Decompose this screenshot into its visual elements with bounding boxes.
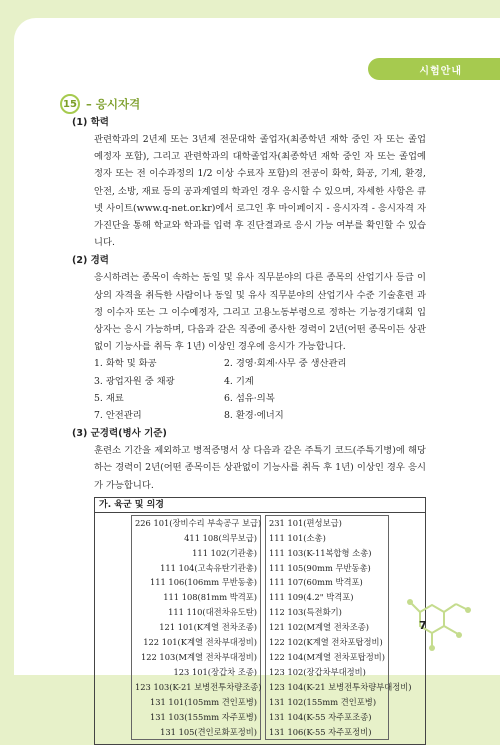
career-list [94, 355, 426, 424]
military-heading: (3) 군경력(병사 기준) [72, 428, 167, 440]
table-row: 411 108(의무보급) [184, 532, 257, 543]
table-right-column [265, 515, 412, 741]
table-row: 111 101(소총) [269, 532, 326, 543]
table-row: 111 107(60mm 박격포) [269, 577, 363, 588]
table-row: 122 102(K계열 전차포탑정비) [269, 637, 383, 648]
table-row: 123 104(K-21 보병전투차량부대정비) [269, 681, 412, 692]
header-tab-label: 시험안내 [419, 66, 462, 77]
page-number: 7 [419, 619, 427, 632]
table-row: 111 110(대전차유도탄) [168, 607, 257, 618]
table-left-column [131, 515, 261, 741]
table-row: 121 101(K계열 전차조종) [159, 622, 257, 633]
table-row: 131 105(견인로화포정비) [160, 726, 257, 737]
molecule-decoration-icon [380, 592, 480, 662]
main-content [72, 114, 426, 745]
table-row: 111 103(K-11복합형 소총) [269, 547, 372, 558]
table-row: 226 101(장비수리 부속공구 보급) [135, 517, 262, 528]
list-item: 8. 환경·에너지 [224, 410, 284, 422]
table-row: 123 102(장갑차부대정비) [269, 666, 366, 677]
section-heading [60, 94, 140, 114]
military-text: 훈련소 기간을 제외하고 병적증명서 상 다음과 같은 주특기 코드(주특기병)에 해당하는 경력이 2년(어떤 종목이든 상관없이 기능사를 취득 후 1년) 이상인 경우 응시가 가능합니다. [94, 445, 426, 491]
table-title: 가. 육군 및 의경 [95, 498, 425, 513]
list-item: 4. 기계 [224, 375, 254, 387]
specialty-code-table [94, 497, 426, 745]
table-row: 231 101(편성보급) [269, 517, 342, 528]
table-row: 123 103(K-21 보병전투차량조종) [135, 681, 262, 692]
table-row: 111 106(106mm 무반동총) [149, 577, 257, 588]
list-item: 1. 화학 및 화공 [94, 358, 157, 370]
table-row: 131 106(K-55 자주포정비) [269, 726, 372, 737]
list-item: 5. 재료 [94, 392, 124, 404]
education-heading: (1) 학력 [72, 117, 109, 128]
table-row: 111 108(81mm 박격포) [163, 592, 257, 603]
section-number-badge: 15 [60, 94, 80, 114]
list-item: 2. 경영·회계·사무 중 생산관리 [224, 358, 347, 370]
list-item: 7. 안전관리 [94, 410, 142, 422]
career-text: 응시하려는 종목이 속하는 동일 및 유사 직무분야의 다른 종목의 산업기사 등급 이상의 자격을 취득한 사람이나 동일 및 유사 직무분야의 산업기사 수준 기술훈련 과정 이수자 또는 그 이수예정자, 그리고 고용노동부령으로 정하는 기능경기대회 입상자는 응시 가능하며, 다음과 같은 직종에 종사한 경력이 2년(어떤 종목이든 상관없이 기능사를 취득 후 1년) 이상인 경우에 응시가 가능합니다. [94, 272, 426, 353]
table-row: 111 104(고속유탄기관총) [160, 562, 257, 573]
table-row: 131 102(155mm 견인포병) [269, 696, 377, 707]
education-text: 관련학과의 2년제 또는 3년제 전문대학 졸업자(최종학년 재학 중인 자 또는 졸업예정자 포함), 그리고 관련학과의 대학졸업자(최종학년 재학 중인 자 또는 졸업예정자 또는 전 이수과정의 1/2 이상 수료자 포함)의 전공이 화학, 화공, 기계, 환경, 안전, 소방, 재료 등의 공과계열의 학과인 경우 응시할 수 있으며, 자세한 사항은 큐넷 사이트(www.q-net.or.kr)에서 로그인 후 마이페이지 - 응시자격 - 응시자격 자가진단을 통해 학교와 학과를 입력 후 진단결과로 응시 가능 여부를 확인할 수 있습니다. [94, 134, 426, 249]
table-row: 131 101(105mm 견인포병) [149, 696, 257, 707]
list-item: 6. 섬유·의복 [224, 392, 275, 404]
table-row: 111 105(90mm 무반동총) [269, 562, 371, 573]
table-body [95, 513, 425, 745]
table-row: 111 109(4.2" 박격포) [269, 592, 354, 603]
table-row: 111 102(기관총) [192, 547, 257, 558]
list-item: 3. 광업자원 중 채광 [94, 375, 175, 387]
table-row: 112 103(특전화기) [269, 607, 342, 618]
table-row: 121 102(M계열 전차조종) [269, 622, 370, 633]
table-row: 122 103(M계열 전차부대정비) [140, 652, 257, 663]
section-title: – 응시자격 [86, 97, 141, 111]
table-row: 122 104(M계열 전차포탑정비) [269, 652, 386, 663]
career-heading: (2) 경력 [72, 255, 109, 267]
table-row: 122 101(K계열 전차부대정비) [143, 637, 257, 648]
table-row: 131 103(155mm 자주포병) [149, 711, 257, 722]
table-row: 131 104(K-55 자주포조종) [269, 711, 372, 722]
table-row: 123 101(장갑차 조종) [173, 666, 257, 677]
